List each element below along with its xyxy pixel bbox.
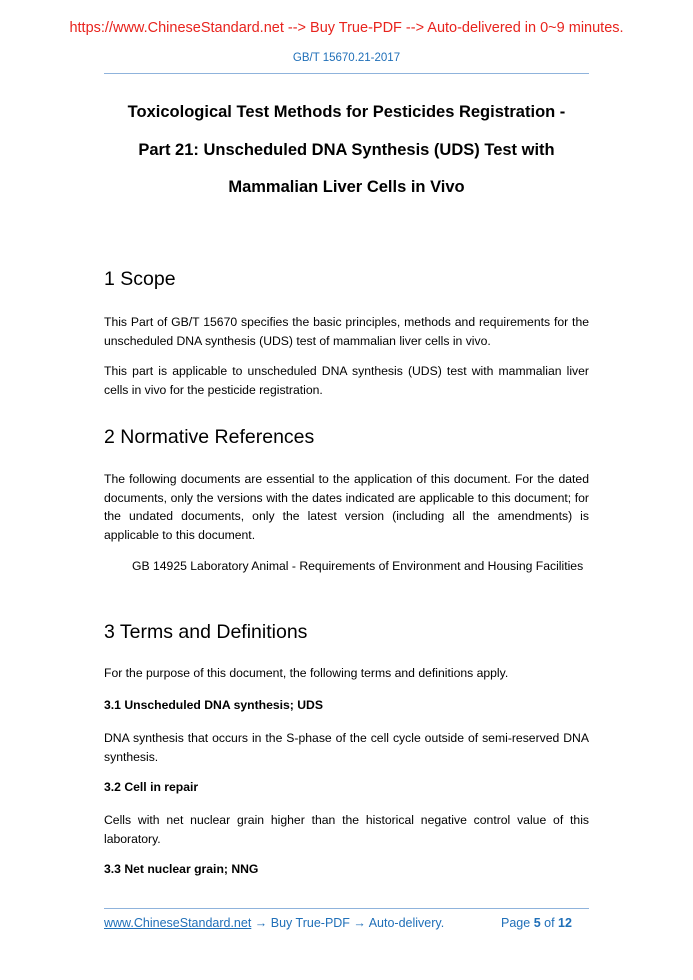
terms-intro: For the purpose of this document, the following terms and definitions apply.: [104, 666, 509, 680]
title-line-2: Part 21: Unscheduled DNA Synthesis (UDS) Test with: [138, 141, 555, 159]
page-total: 12: [558, 916, 572, 930]
term-3-2-definition: Cells with net nuclear grain higher than the historical negative control value of this laboratory.: [104, 813, 589, 846]
footer-url[interactable]: www.ChineseStandard.net: [104, 916, 252, 930]
section-heading-normative-references: 2 Normative References: [104, 426, 315, 448]
scope-paragraph-2: This part is applicable to unscheduled DNA synthesis (UDS) test with mammalian liver cells in vivo for the pesticide registration.: [104, 364, 589, 397]
page-current: 5: [533, 916, 541, 930]
normative-reference-item: GB 14925 Laboratory Animal - Requirements of Environment and Housing Facilities: [132, 559, 584, 573]
title-line-3: Mammalian Liver Cells in Vivo: [228, 178, 465, 196]
section-heading-terms-definitions: 3 Terms and Definitions: [104, 621, 308, 643]
term-3-1-definition: DNA synthesis that occurs in the S-phase of the cell cycle outside of semi-reserved DNA synthesis.: [104, 731, 589, 764]
scope-paragraph-1: This Part of GB/T 15670 specifies the basic principles, methods and requirements for the unscheduled DNA synthesis (UDS) test of mammalian liver cells in vivo.: [104, 315, 589, 348]
footer-link-text: → Buy True-PDF → Auto-delivery.: [251, 916, 445, 930]
term-3-3-heading: 3.3 Net nuclear grain; NNG: [104, 862, 259, 876]
purchase-banner[interactable]: https://www.ChineseStandard.net --> Buy True-PDF --> Auto-delivered in 0~9 minutes.: [69, 20, 624, 36]
header-divider: [104, 73, 589, 74]
document-number-header: GB/T 15670.21-2017: [292, 52, 401, 64]
section-heading-scope: 1 Scope: [104, 268, 176, 290]
page-indicator: [501, 916, 572, 930]
page-label: Page: [501, 916, 531, 930]
footer-divider: [104, 908, 589, 909]
term-3-2-heading: 3.2 Cell in repair: [104, 780, 199, 794]
footer-store-link[interactable]: [104, 916, 444, 930]
title-line-1: Toxicological Test Methods for Pesticides Registration -: [127, 103, 566, 121]
page-of: of: [544, 916, 555, 930]
normative-paragraph: The following documents are essential to the application of this document. For the dated documents, only the versions with the dates indicated are applicable to this document; for the undated documents, only the latest version (including all the amendments) is applicable to this document.: [104, 472, 589, 542]
term-3-1-heading: 3.1 Unscheduled DNA synthesis; UDS: [104, 698, 323, 712]
